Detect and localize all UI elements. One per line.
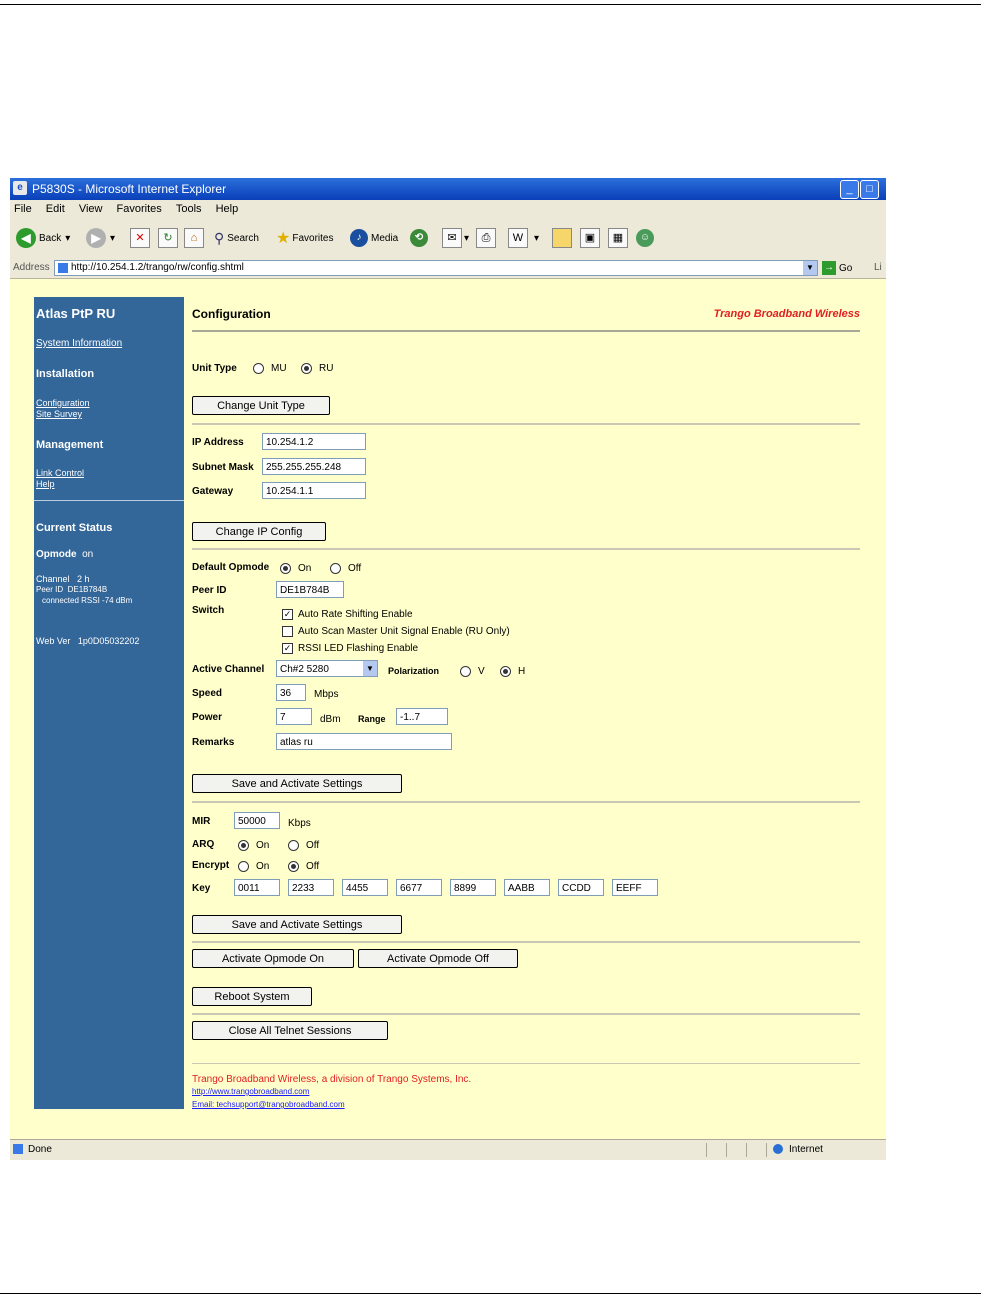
address-bar [10,258,886,279]
history-icon: ⟲ [410,229,428,247]
edit-icon: W [508,228,528,248]
refresh-icon: ↻ [158,228,178,248]
sidebar-item-configuration[interactable]: Configuration [36,398,90,408]
encrypt-on-label: On [256,861,270,872]
page-top-rule [0,4,981,5]
mir-label: MIR [192,816,211,827]
menu-favorites[interactable]: Favorites [116,203,162,215]
history-button[interactable] [410,226,428,250]
go-arrow-icon: → [824,262,834,273]
footer-company: Trango Broadband Wireless, a division of Trango Systems, Inc. [192,1074,472,1085]
refresh-button[interactable] [158,226,178,250]
unit-type-ru-radio[interactable] [301,363,312,374]
rssi-led-checkbox[interactable]: ✓ [283,643,292,653]
auto-scan-label: Auto Scan Master Unit Signal Enable (RU Only) [298,626,510,637]
reboot-system-button[interactable]: Reboot System [192,987,312,1006]
stop-icon: ✕ [130,228,150,248]
go-button[interactable] [822,261,852,275]
active-channel-select[interactable] [276,660,378,677]
divider [192,330,860,332]
power-label: Power [192,712,223,723]
page-title: Configuration [192,307,271,321]
unit-type-ru-label: RU [319,363,334,374]
sidebar-item-system-information[interactable]: System Information [36,338,123,349]
peer-id-label: Peer ID [192,585,227,596]
subnet-mask-input[interactable]: 255.255.255.248 [262,458,366,475]
sidebar-section-management: Management [36,439,104,451]
sidebar-item-link-control[interactable]: Link Control [36,468,85,478]
peer-id-input[interactable]: DE1B784B [276,581,344,598]
back-label: Back [39,232,62,244]
default-opmode-on-radio[interactable] [280,563,291,574]
unit-type-mu-label: MU [271,363,287,374]
activate-opmode-on-button[interactable]: Activate Opmode On [192,949,354,968]
folder-icon [552,228,572,248]
go-label: Go [839,262,853,274]
print-icon: ⎙ [476,228,496,248]
auto-rate-shifting-checkbox[interactable]: ✓ [283,609,292,619]
polarization-v-radio[interactable] [460,666,471,677]
zone-segment [766,1143,886,1157]
sidebar-item-site-survey[interactable]: Site Survey [36,409,83,419]
browser-window [10,178,886,1160]
status-segment [706,1143,727,1157]
close-telnet-sessions-button[interactable]: Close All Telnet Sessions [192,1021,388,1040]
speed-input[interactable]: 36 [276,684,306,701]
key-field-8[interactable]: EEFF [612,879,658,896]
power-input[interactable]: 7 [276,708,312,725]
people-icon: ☺ [636,229,654,247]
encrypt-off-radio[interactable] [288,861,299,872]
status-text: Done [28,1144,52,1155]
search-label: Search [227,232,259,244]
key-label: Key [192,883,211,894]
mir-input[interactable]: 50000 [234,812,280,829]
links-label[interactable]: Li [874,262,882,273]
status-channel: Channel 2 h [36,574,90,584]
key-field-2[interactable]: 2233 [288,879,334,896]
divider [192,941,860,943]
footer-email-link[interactable]: Email: techsupport@trangobroadband.com [192,1100,345,1109]
encrypt-off-label: Off [306,861,320,872]
change-ip-config-button[interactable]: Change IP Config [192,522,326,541]
default-opmode-label: Default Opmode [192,562,270,573]
star-icon: ★ [276,230,291,247]
active-channel-label: Active Channel [192,664,265,675]
polarization-h-radio[interactable] [500,666,511,677]
page-content [10,279,886,1139]
status-opmode: Opmode on [36,549,94,560]
window-title: P5830S - Microsoft Internet Explorer [32,182,227,196]
arq-off-label: Off [306,840,320,851]
polarization-h-label: H [518,666,526,677]
dropdown-arrow-icon: ▾ [65,232,71,244]
activate-opmode-off-button[interactable]: Activate Opmode Off [358,949,518,968]
range-label: Range [358,714,386,724]
unit-type-mu-radio[interactable] [253,363,264,374]
zone-label: Internet [789,1144,823,1155]
address-label: Address [13,262,50,273]
status-bar [10,1139,886,1160]
status-segment [726,1143,747,1157]
remarks-label: Remarks [192,737,235,748]
speed-unit: Mbps [314,689,339,700]
mail-button[interactable] [442,226,469,250]
default-opmode-on-label: On [298,563,312,574]
favorites-label: Favorites [292,232,334,244]
dropdown-arrow-icon: ▾ [534,232,540,244]
stop-button[interactable] [130,226,150,250]
subnet-mask-label: Subnet Mask [192,462,254,473]
forward-arrow-icon: ▶ [86,228,106,248]
encrypt-label: Encrypt [192,860,230,871]
globe-icon [773,1144,783,1154]
status-connected: connected RSSI -74 dBm [42,596,133,605]
address-dropdown-icon[interactable]: ▼ [803,261,817,275]
key-field-4[interactable]: 6677 [396,879,442,896]
brand-name: Trango Broadband Wireless [713,308,860,320]
arq-off-radio[interactable] [288,840,299,851]
key-field-3[interactable]: 4455 [342,879,388,896]
address-input[interactable] [54,260,818,276]
ip-address-input[interactable]: 10.254.1.2 [262,433,366,450]
save-activate-settings-button[interactable]: Save and Activate Settings [192,774,402,793]
messenger-icon: ▦ [608,228,628,248]
switch-label: Switch [192,605,225,616]
gateway-input[interactable]: 10.254.1.1 [262,482,366,499]
divider [192,801,860,803]
sidebar-item-help[interactable]: Help [36,479,55,489]
dropdown-arrow-icon: ▾ [464,232,470,244]
default-opmode-off-label: Off [348,563,362,574]
print-button[interactable] [476,226,496,250]
status-segment [746,1143,767,1157]
change-unit-type-button[interactable]: Change Unit Type [192,396,330,415]
menu-tools[interactable]: Tools [175,203,202,215]
speed-label: Speed [192,688,223,699]
unit-type-label: Unit Type [192,363,237,374]
arq-label: ARQ [192,839,215,850]
divider [192,1063,860,1064]
menu-bar [10,200,886,218]
key-field-1[interactable]: 0011 [234,879,280,896]
research-button[interactable] [580,226,600,250]
range-input[interactable]: -1..7 [396,708,448,725]
polarization-v-label: V [478,666,485,677]
key-field-5[interactable]: 8899 [450,879,496,896]
people-button[interactable] [636,226,654,250]
home-icon: ⌂ [184,228,204,248]
menu-file[interactable]: File [14,203,32,215]
auto-rate-shifting-label: Auto Rate Shifting Enable [298,609,413,620]
default-opmode-off-radio[interactable] [330,563,341,574]
key-field-6[interactable]: AABB [504,879,550,896]
messenger-button[interactable] [608,226,628,250]
current-status-heading: Current Status [36,522,113,534]
edit-button[interactable] [508,226,539,250]
footer-website-link[interactable]: http://www.trangobroadband.com [192,1087,310,1096]
research-icon: ▣ [580,228,600,248]
sidebar [34,297,184,1109]
arq-on-label: On [256,840,270,851]
media-button[interactable] [350,226,398,250]
back-arrow-icon: ◀ [16,228,36,248]
maximize-icon[interactable]: □ [860,180,879,199]
encrypt-on-radio[interactable] [238,861,249,872]
favorites-button[interactable] [276,226,333,250]
address-url: http://10.254.1.2/trango/rw/config.shtml [71,262,244,273]
ie-icon: e [13,181,27,195]
search-button[interactable] [214,226,259,250]
dropdown-arrow-icon: ▾ [110,232,116,244]
rssi-led-label: RSSI LED Flashing Enable [298,643,419,654]
menu-help[interactable]: Help [215,203,239,215]
media-label: Media [371,232,399,244]
page-icon [13,1144,23,1154]
active-channel-value: Ch#2 5280 [280,664,329,675]
media-icon: ♪ [350,229,368,247]
chevron-down-icon: ▼ [363,661,377,676]
forward-button[interactable] [86,226,115,250]
ip-address-label: IP Address [192,437,244,448]
divider [192,548,860,550]
arq-on-radio[interactable] [238,840,249,851]
back-button[interactable] [16,226,70,250]
divider [192,423,860,425]
power-unit: dBm [320,714,341,725]
status-peer-id: Peer ID DE1B784B [36,585,108,594]
title-bar [10,178,886,200]
remarks-input[interactable]: atlas ru [276,733,452,750]
mail-icon: ✉ [442,228,462,248]
toolbar [10,218,886,259]
search-icon: ⚲ [214,229,225,246]
folder-button[interactable] [552,226,572,250]
sidebar-title: Atlas PtP RU [36,306,116,321]
polarization-label: Polarization [388,666,440,676]
home-button[interactable] [184,226,204,250]
key-field-7[interactable]: CCDD [558,879,604,896]
menu-edit[interactable]: Edit [45,203,65,215]
mir-unit: Kbps [288,818,311,829]
divider [192,1013,860,1015]
config-form [192,279,860,1139]
page-icon [58,263,68,273]
auto-scan-checkbox[interactable] [282,626,293,637]
minimize-icon[interactable]: _ [840,180,859,199]
sidebar-section-installation: Installation [36,368,95,380]
sidebar-divider [34,500,184,501]
gateway-label: Gateway [192,486,234,497]
menu-view[interactable]: View [78,203,103,215]
status-web-ver: Web Ver 1p0D05032202 [36,636,140,646]
save-activate-settings-button[interactable]: Save and Activate Settings [192,915,402,934]
